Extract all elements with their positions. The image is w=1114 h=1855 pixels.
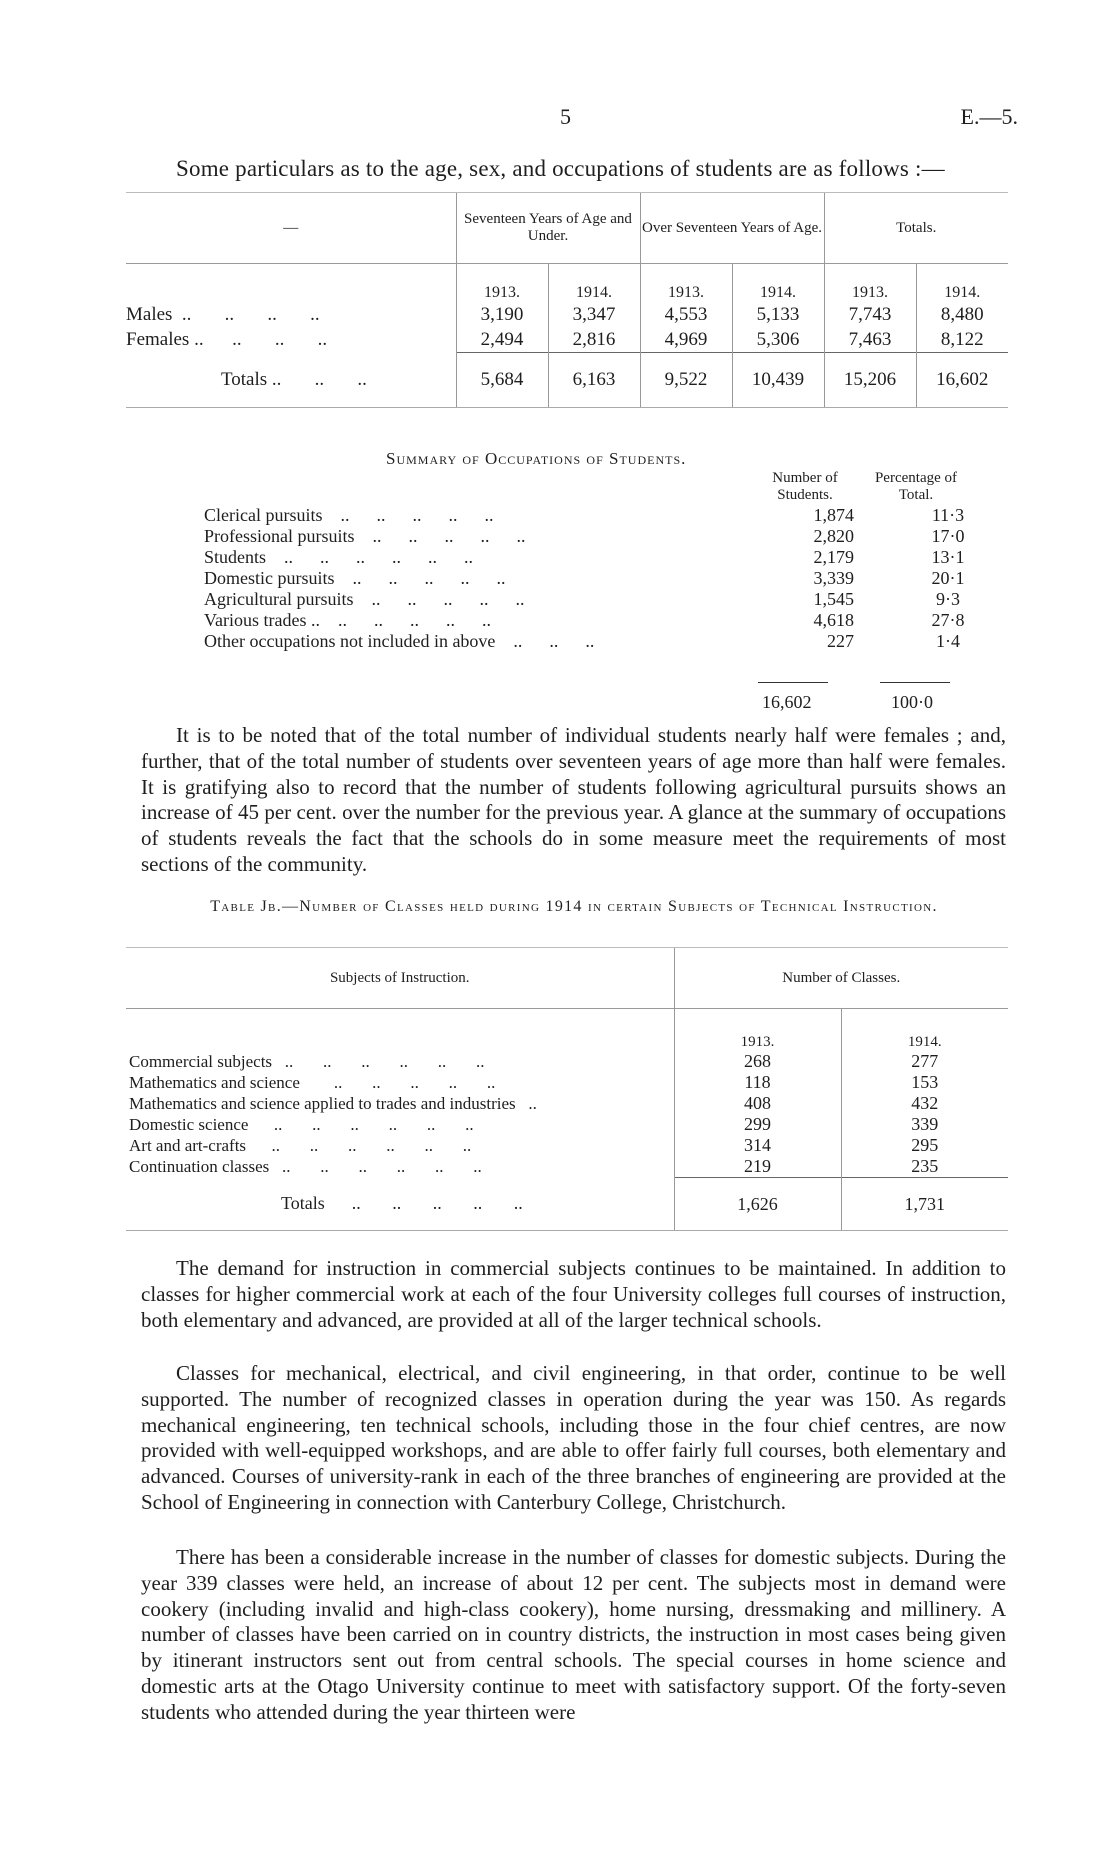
cell: 8,480 (916, 302, 1008, 327)
list-item (204, 568, 1004, 589)
sum-rule (880, 682, 950, 683)
cell: 8,122 (916, 327, 1008, 353)
list-item (204, 589, 1004, 610)
occupation-label: Domestic pursuits (204, 568, 335, 588)
occupation-number: 3,339 (813, 568, 854, 588)
table-row (126, 1072, 1008, 1093)
year-header: 1914. (916, 264, 1008, 303)
cell: 432 (841, 1093, 1008, 1114)
paragraph: The demand for instruction in commercial subjects continues to be maintained. In addition to classes for higher commercial work at each of the four University colleges full courses of instruction, both elementary and advanced, are provided at all of the larger technical schools. (141, 1256, 1006, 1332)
year-header: 1913. (674, 1009, 841, 1052)
table-row (126, 1135, 1008, 1156)
cell: 15,206 (824, 353, 916, 408)
occupation-label: Professional pursuits (204, 526, 355, 546)
cell: 9,522 (640, 353, 732, 408)
cell: 299 (674, 1114, 841, 1135)
paragraph: Classes for mechanical, electrical, and civil engineering, in that order, continue to be well supported. The number of recognized classes in operation during the year was 150. As regards mechanical engineering, ten technical schools, including those in the four chief centres, are now provided with well-equipped workshops, and are able to offer fairly full courses, both elementary and advanced. Courses of university-rank in each of the three branches of engineering are provided at the School of Engineering in connection with Canterbury College, Christchurch. (141, 1361, 1006, 1514)
table-row (126, 1093, 1008, 1114)
leader-dots: .. .. .. .. .. (340, 505, 494, 525)
cell: 118 (674, 1072, 841, 1093)
subject-label: Continuation classes .. .. .. .. .. .. (129, 1156, 482, 1176)
header-seventeen-and-under: Seventeen Years of Age and Under. (456, 193, 640, 264)
year-header: 1914. (841, 1009, 1008, 1052)
cell: 5,684 (456, 353, 548, 408)
list-item (204, 505, 1004, 526)
occupation-number: 4,618 (813, 610, 854, 630)
occupation-percent: 11·3 (931, 505, 965, 525)
totals-label: Totals .. .. .. (126, 353, 456, 408)
document-reference: E.—5. (960, 104, 1018, 129)
number-of-students-header: Number of Students. (772, 470, 838, 503)
year-header: 1913. (824, 264, 916, 303)
percentage-header: Percentage of Total. (874, 470, 958, 503)
list-item (204, 547, 1004, 568)
classes-table-title: Table Jb.—Number of Classes held during 1914 in certain Subjects of Technical Instruction. (210, 898, 938, 915)
cell: 1,731 (841, 1178, 1008, 1231)
occupation-percent: 17·0 (931, 526, 965, 546)
leader-dots: .. .. .. (513, 631, 595, 651)
cell: 3,347 (548, 302, 640, 327)
subject-label: Mathematics and science applied to trades and industries .. (129, 1093, 537, 1113)
cell: 2,816 (548, 327, 640, 353)
classes-table (126, 947, 1008, 1231)
subjects-header: Subjects of Instruction. (126, 948, 674, 1009)
cell: 5,306 (732, 327, 824, 353)
list-item (204, 610, 1004, 631)
subject-label: Art and art-crafts .. .. .. .. .. .. (129, 1135, 472, 1155)
number-of-classes-header: Number of Classes. (674, 948, 1008, 1009)
intro-sentence: Some particulars as to the age, sex, and occupations of students are as follows :— (176, 156, 945, 181)
leader-dots: .. .. .. .. .. .. (284, 547, 474, 567)
table-row (126, 1156, 1008, 1178)
year-header: 1914. (732, 264, 824, 303)
cell: 16,602 (916, 353, 1008, 408)
occupation-number: 1,874 (813, 505, 854, 525)
leader-dots: .. .. .. .. .. (337, 610, 491, 630)
blank-header: — (126, 193, 456, 264)
occupation-label: Clerical pursuits (204, 505, 323, 525)
header-totals: Totals. (824, 193, 1008, 264)
list-item (204, 526, 1004, 547)
sum-rule (758, 682, 828, 683)
row-label: Females .. .. .. .. (126, 328, 328, 350)
subject-label: Domestic science .. .. .. .. .. .. (129, 1114, 474, 1134)
occupation-number: 2,820 (813, 526, 854, 546)
table-row (126, 302, 1008, 327)
occupation-label: Students (204, 547, 267, 567)
table-row (126, 1114, 1008, 1135)
cell: 3,190 (456, 302, 548, 327)
occupation-percent: 1·4 (936, 631, 960, 651)
cell: 4,969 (640, 327, 732, 353)
table-row (126, 327, 1008, 353)
cell: 7,743 (824, 302, 916, 327)
cell: 5,133 (732, 302, 824, 327)
cell: 219 (674, 1156, 841, 1178)
occupation-number: 2,179 (813, 547, 854, 567)
totals-row (126, 353, 1008, 408)
occupation-label: Agricultural pursuits (204, 589, 354, 609)
paragraph: It is to be noted that of the total number of individual students nearly half were females ; and, further, that of the total number of students over seventeen years of age more than half were females. It is gratifying also to record that the number of students following agricultural pursuits shows an increase of 45 per cent. over the number for the previous year. A glance at the summary of occupations of students reveals the fact that the schools do in some measure meet the requirements of most sections of the community. (141, 723, 1006, 876)
occupation-percent: 13·1 (931, 547, 965, 567)
occupation-percent: 20·1 (931, 568, 965, 588)
occupation-percent: 9·3 (936, 589, 960, 609)
totals-label: Totals .. .. .. .. .. (126, 1178, 674, 1231)
leader-dots: .. .. .. .. .. (352, 568, 506, 588)
cell: 235 (841, 1156, 1008, 1178)
year-header: 1913. (456, 264, 548, 303)
table-row (126, 1051, 1008, 1072)
leader-dots: .. .. .. .. .. (371, 589, 525, 609)
cell: 2,494 (456, 327, 548, 353)
cell: 268 (674, 1051, 841, 1072)
totals-row (126, 1178, 1008, 1231)
cell: 314 (674, 1135, 841, 1156)
paragraph: There has been a considerable increase in the number of classes for domestic subjects. During the year 339 classes were held, an increase of about 12 per cent. The subjects most in demand were cookery (including invalid and high-class cookery), home nursing, dressmaking and millinery. A number of classes have been carried on in country districts, the instruction in most cases being given by itinerant instructors sent out from central schools. The special courses in home science and domestic arts at the Otago University continue to meet with satisfactory support. Of the forty-seven students who attended during the year thirteen were (141, 1545, 1006, 1724)
year-header: 1913. (640, 264, 732, 303)
occupations-table (204, 505, 1004, 652)
year-header: 1914. (548, 264, 640, 303)
page-number: 5 (560, 104, 571, 129)
row-label: Males .. .. .. .. (126, 303, 320, 325)
cell: 1,626 (674, 1178, 841, 1231)
occupations-title: Summary of Occupations of Students. (386, 449, 687, 468)
list-item (204, 631, 1004, 652)
occupation-label: Various trades .. (204, 610, 320, 630)
leader-dots: .. .. .. .. .. (372, 526, 526, 546)
header-over-seventeen: Over Seventeen Years of Age. (640, 193, 824, 264)
cell: 153 (841, 1072, 1008, 1093)
occupations-total-percent: 100·0 (891, 692, 933, 712)
cell: 408 (674, 1093, 841, 1114)
cell: 277 (841, 1051, 1008, 1072)
cell: 339 (841, 1114, 1008, 1135)
occupation-label: Other occupations not included in above (204, 631, 496, 651)
occupation-number: 1,545 (813, 589, 854, 609)
occupation-percent: 27·8 (931, 610, 965, 630)
age-sex-table (126, 192, 1008, 408)
cell: 10,439 (732, 353, 824, 408)
subject-label: Commercial subjects .. .. .. .. .. .. (129, 1051, 485, 1071)
cell: 295 (841, 1135, 1008, 1156)
cell: 7,463 (824, 327, 916, 353)
occupations-total-number: 16,602 (762, 692, 812, 712)
occupation-number: 227 (827, 631, 854, 651)
subject-label: Mathematics and science .. .. .. .. .. (129, 1072, 496, 1092)
cell: 4,553 (640, 302, 732, 327)
cell: 6,163 (548, 353, 640, 408)
